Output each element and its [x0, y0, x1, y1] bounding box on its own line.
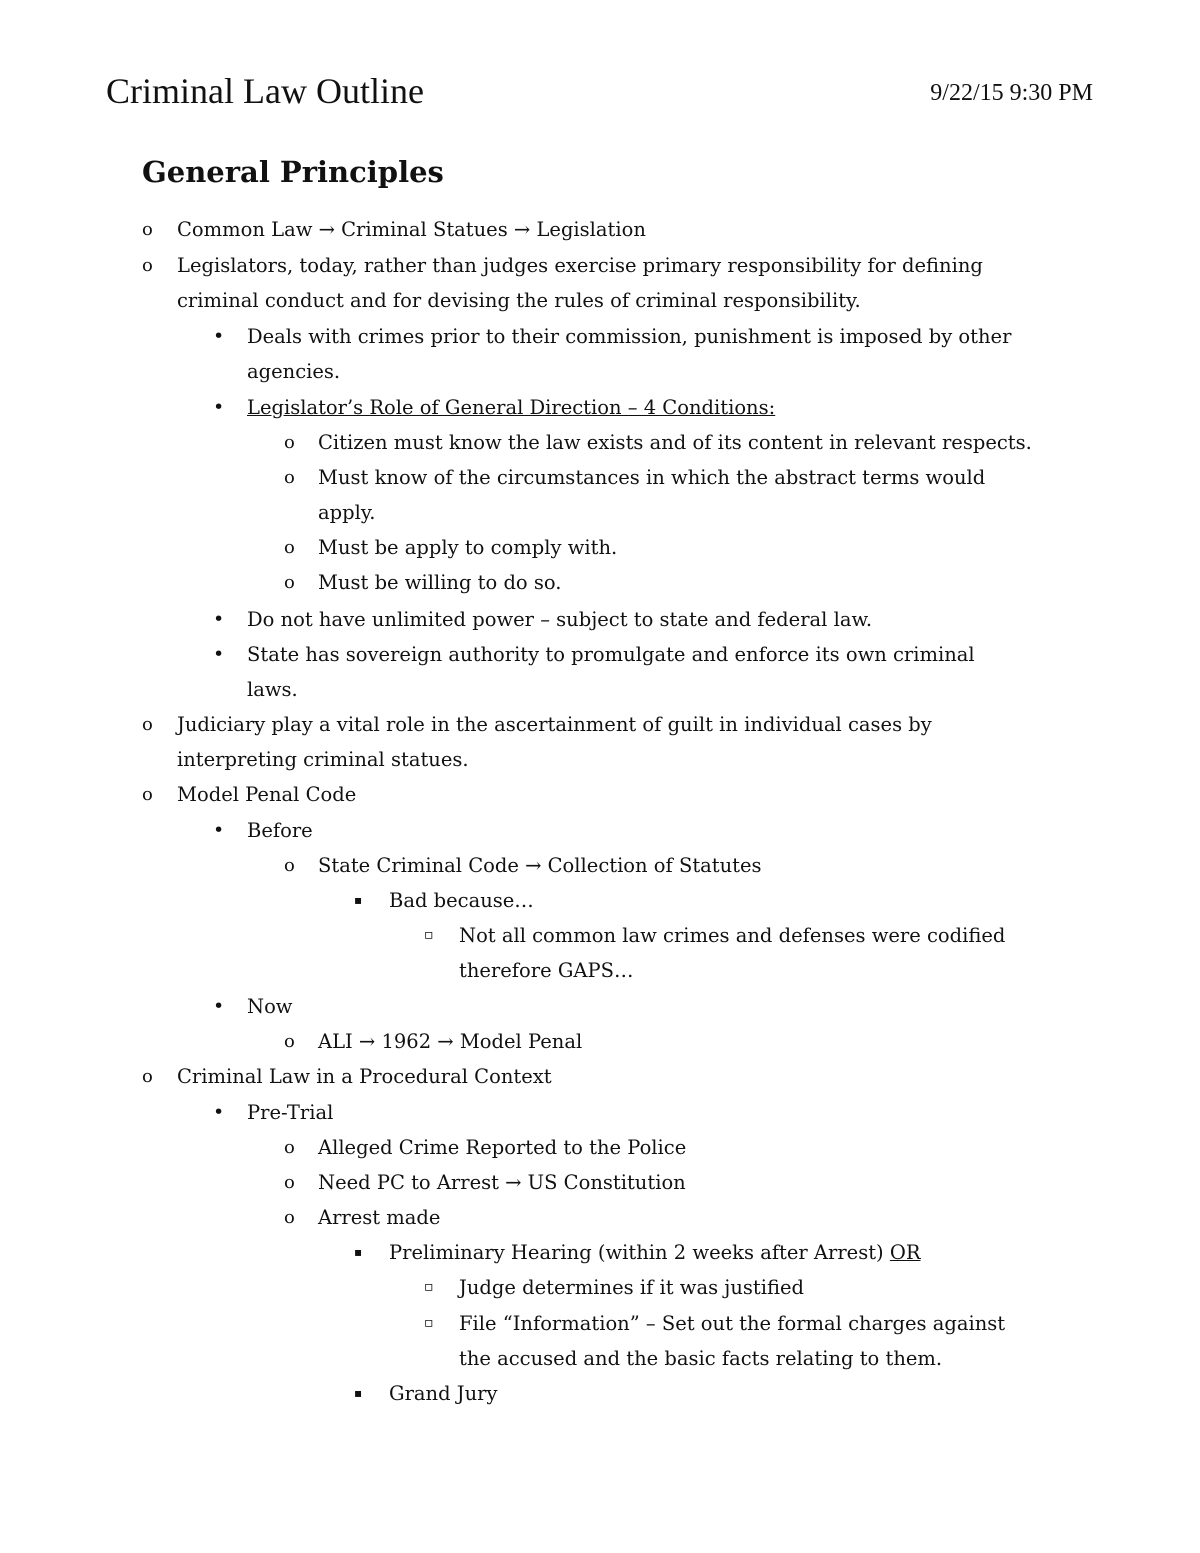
list-item: Not all common law crimes and defenses were codified: [459, 924, 1006, 947]
list-item: Citizen must know the law exists and of its content in relevant respects.: [318, 431, 1032, 454]
document-title: Criminal Law Outline: [106, 71, 424, 111]
list-item-continuation: criminal conduct and for devising the rules of criminal responsibility.: [177, 289, 861, 312]
square-bullet-icon: ▪: [354, 893, 363, 907]
list-item-underlined-suffix: OR: [889, 1241, 921, 1264]
list-item-continuation: laws.: [247, 678, 298, 701]
dot-bullet-icon: •: [213, 995, 225, 1017]
list-item: ALI → 1962 → Model Penal: [318, 1030, 583, 1053]
list-item: Deals with crimes prior to their commission, punishment is imposed by other: [247, 325, 1012, 348]
list-item: Legislators, today, rather than judges exercise primary responsibility for defining: [177, 254, 983, 277]
list-item: Must be apply to comply with.: [318, 536, 618, 559]
list-item-continuation: the accused and the basic facts relating to them.: [459, 1347, 943, 1370]
list-item-underlined: Legislator’s Role of General Direction – 4 Conditions:: [247, 396, 776, 419]
dot-bullet-icon: •: [213, 1101, 225, 1123]
list-item: Criminal Law in a Procedural Context: [177, 1065, 552, 1088]
list-item-text: Preliminary Hearing (within 2 weeks after Arrest): [389, 1241, 890, 1264]
hollow-square-bullet-icon: ▫: [424, 1279, 434, 1295]
circle-bullet-icon: o: [284, 1172, 295, 1193]
circle-bullet-icon: o: [142, 784, 153, 805]
document-date: 9/22/15 9:30 PM: [930, 80, 1093, 106]
list-item: Do not have unlimited power – subject to state and federal law.: [247, 608, 873, 631]
list-item: Judiciary play a vital role in the ascertainment of guilt in individual cases by: [177, 713, 932, 736]
list-item: Common Law → Criminal Statues → Legislation: [177, 218, 646, 241]
dot-bullet-icon: •: [213, 608, 225, 630]
list-item: Need PC to Arrest → US Constitution: [318, 1171, 686, 1194]
list-item: Judge determines if it was justified: [459, 1276, 804, 1299]
circle-bullet-icon: o: [284, 1137, 295, 1158]
circle-bullet-icon: o: [284, 467, 295, 488]
list-item: State has sovereign authority to promulgate and enforce its own criminal: [247, 643, 975, 666]
list-item: Alleged Crime Reported to the Police: [318, 1136, 687, 1159]
circle-bullet-icon: o: [284, 432, 295, 453]
list-item: Arrest made: [318, 1206, 441, 1229]
hollow-square-bullet-icon: ▫: [424, 1315, 434, 1331]
square-bullet-icon: ▪: [354, 1245, 363, 1259]
circle-bullet-icon: o: [284, 855, 295, 876]
circle-bullet-icon: o: [284, 537, 295, 558]
list-item: File “Information” – Set out the formal charges against: [459, 1312, 1006, 1335]
circle-bullet-icon: o: [142, 219, 153, 240]
circle-bullet-icon: o: [284, 1031, 295, 1052]
circle-bullet-icon: o: [284, 572, 295, 593]
list-item: State Criminal Code → Collection of Statutes: [318, 854, 762, 877]
list-item: Before: [247, 819, 313, 842]
list-item: Now: [247, 995, 293, 1018]
dot-bullet-icon: •: [213, 396, 225, 418]
circle-bullet-icon: o: [142, 1066, 153, 1087]
dot-bullet-icon: •: [213, 819, 225, 841]
list-item-continuation: therefore GAPS…: [459, 959, 634, 982]
circle-bullet-icon: o: [142, 255, 153, 276]
list-item: Must know of the circumstances in which the abstract terms would: [318, 466, 986, 489]
list-item-continuation: agencies.: [247, 360, 341, 383]
circle-bullet-icon: o: [142, 714, 153, 735]
list-item: [389, 1235, 921, 1270]
list-item: Must be willing to do so.: [318, 571, 562, 594]
circle-bullet-icon: o: [284, 1207, 295, 1228]
dot-bullet-icon: •: [213, 643, 225, 665]
dot-bullet-icon: •: [213, 325, 225, 347]
list-item: Pre-Trial: [247, 1101, 334, 1124]
list-item: Model Penal Code: [177, 783, 357, 806]
section-heading: General Principles: [142, 155, 444, 189]
hollow-square-bullet-icon: ▫: [424, 927, 434, 943]
list-item: Bad because…: [389, 889, 534, 912]
list-item-continuation: apply.: [318, 501, 376, 524]
square-bullet-icon: ▪: [354, 1386, 363, 1400]
list-item-continuation: interpreting criminal statues.: [177, 748, 469, 771]
list-item: Grand Jury: [389, 1382, 498, 1405]
